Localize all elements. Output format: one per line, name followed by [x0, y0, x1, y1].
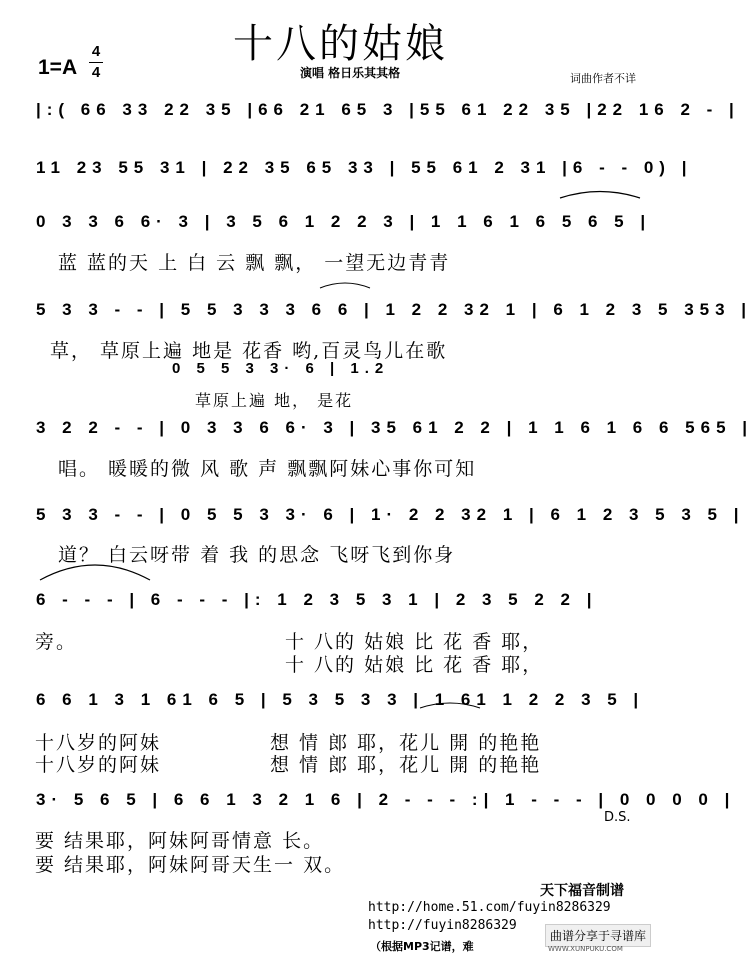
lyric-line-6b: 十八岁的阿妹	[35, 754, 162, 776]
staff-row-4: 5 3 3 - - | 5 5 3 3 3 6 6 | 1 2 2 32 1 | 6 1 2 3 5 353 |	[36, 300, 753, 319]
lyric-line-5b: 十 八的 姑娘 比 花 香 耶，	[285, 654, 544, 676]
arranger-credit: 天下福音制谱	[540, 883, 624, 899]
song-title: 十八的姑娘	[233, 21, 448, 67]
watermark-url: WWW.XUNPUKU.COM	[548, 945, 623, 953]
lyric-line-1: 蓝 蓝的天 上 白 云 飘 飘， 一望无边青青	[58, 252, 451, 274]
meter-bottom: 4	[89, 62, 103, 83]
staff-row-2: 11 23 55 31 | 22 35 65 33 | 55 61 2 31 |6 - - 0) |	[36, 158, 693, 177]
staff-row-9: 3· 5 6 5 | 6 6 1 3 2 1 6 | 2 - - - :| 1 - - - | 0 0 0 0 |	[36, 790, 736, 809]
watermark: 曲谱分享于寻谱库	[545, 924, 651, 947]
dal-segno-mark: D.S.	[604, 810, 631, 825]
lyric-line-7b: 要 结果耶，阿妹阿哥天生一 双。	[35, 854, 346, 876]
lyric-line-6a: 想 情 郎 耶，花儿 開 的艳艳	[270, 732, 542, 754]
staff-variant: 0 5 5 3 3· 6 | 1.2	[172, 360, 390, 377]
key-signature: 1=A	[38, 56, 78, 79]
lyric-line-3: 唱。 暖暖的微 风 歌 声 飘飘阿妹心事你可知	[58, 458, 477, 480]
lyric-line-5: 旁。	[35, 631, 78, 653]
lyric-line-4: 道？ 白云呀带 着 我 的思念 飞呀飞到你身	[58, 544, 456, 566]
meter-top: 4	[91, 43, 101, 60]
url-line-1: http://home.51.com/fuyin8286329	[368, 900, 611, 915]
transcription-note: （根据MP3记谱，难	[370, 940, 474, 953]
lyric-variant: 草原上遍 地， 是花	[195, 391, 354, 410]
lyric-line-2: 草， 草原上遍 地是 花香 哟,百灵鸟儿在歌	[50, 340, 448, 362]
staff-row-1: |:( 66 33 22 35 |66 21 65 3 |55 61 22 35 |22 16 2 - |	[36, 100, 740, 119]
staff-row-7: 6 - - - | 6 - - - |: 1 2 3 5 3 1 | 2 3 5 2 2 |	[36, 590, 598, 609]
staff-row-5: 3 2 2 - - | 0 3 3 6 6· 3 | 35 61 2 2 | 1 1 6 1 6 6 565 |	[36, 418, 753, 437]
staff-row-3: 0 3 3 6 6· 3 | 3 5 6 1 2 2 3 | 1 1 6 1 6 5 6 5 |	[36, 212, 652, 231]
lyric-line-7: 要 结果耶，阿妹阿哥情意 长。	[35, 830, 325, 852]
staff-row-8: 6 6 1 3 1 61 6 5 | 5 3 5 3 3 | 1 61 1 2 2 3 5 |	[36, 690, 645, 709]
composer-credit: 词曲作者不详	[570, 72, 636, 85]
lyric-line-6c: 想 情 郎 耶，花儿 開 的艳艳	[270, 754, 542, 776]
lyric-line-6: 十八岁的阿妹	[35, 732, 162, 754]
url-line-2: http://fuyin8286329	[368, 918, 517, 933]
singer-credit: 演唱 格日乐其其格	[300, 66, 401, 80]
staff-row-6: 5 3 3 - - | 0 5 5 3 3· 6 | 1· 2 2 32 1 | 6 1 2 3 5 3 5 |	[36, 505, 745, 524]
lyric-line-5a: 十 八的 姑娘 比 花 香 耶，	[285, 631, 544, 653]
